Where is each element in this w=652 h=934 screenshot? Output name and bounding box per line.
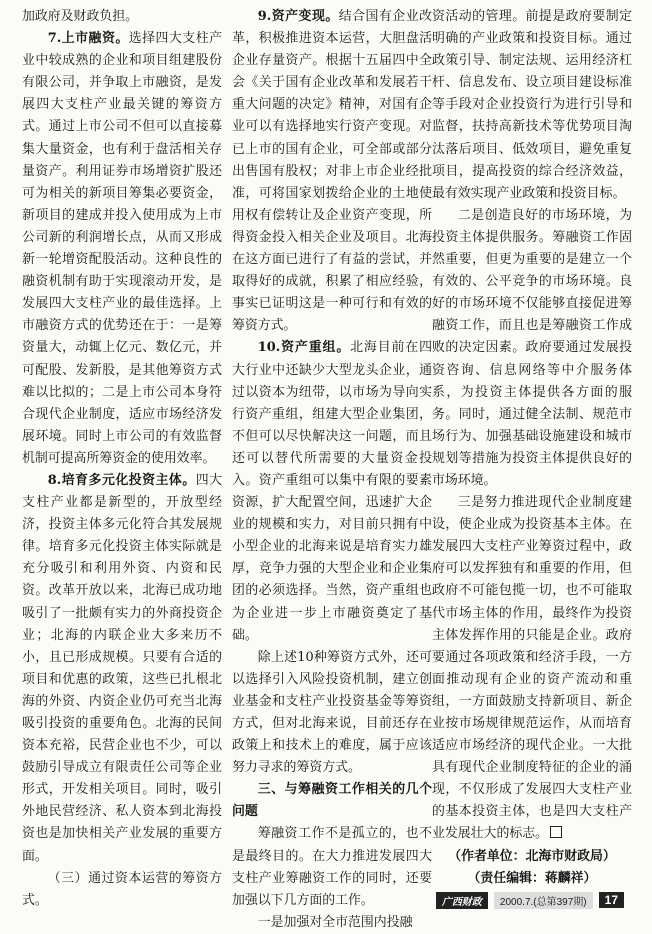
publication-name: 广西财政 [436, 892, 488, 909]
issue-info: 2000.7.(总第397期) [494, 892, 593, 909]
paragraph-asset-liquidation [232, 6, 432, 337]
paragraph-text: 四大支柱产业都是新型的，开放型经济，投资主体多元化符合其发展规律。培育多元化投资主体实际就是充分吸引和利用外资、内资和民资。改革开放以来，北海已成功地吸引了一批颇有实力的外商投资企业；北海的内联企业大多来历不小，且已形成规模。只要有合适的项目和优惠的政策，这些已扎根北海的外资、内资企业仍可充当北海吸引投资的重要角色。北海的民间资本充裕，民营企业也不少，可以鼓励引导成立有限责任公司等企业形式，开发相关项目。同时，吸引外地民营经济、私人资本到北海投资也是加快相关产业发展的重要方面。 [22, 472, 222, 864]
section-heading: 9.资产变现。 [257, 9, 339, 24]
page-footer [436, 891, 624, 909]
paragraph-issues-intro: 筹融资工作不是孤立的，也不是最终目的。在大力推进发展四大支柱产业筹融资工作的同时，还要加强以下几方面的工作。 [232, 826, 432, 908]
editor-credit: （责任编辑：蒋麟祥） [467, 870, 597, 886]
text-column-left [22, 6, 222, 908]
page-number: 17 [599, 892, 624, 908]
section-heading: 7.上市融资。 [47, 31, 129, 47]
paragraph-first-point: 一是加强对全市范围内投融 [257, 914, 413, 930]
text-column-middle [232, 6, 432, 930]
paragraph-investment-subjects [22, 470, 222, 868]
paragraph-continued: 加政府及财政负担。 [22, 9, 139, 24]
paragraph-enterprise-system [432, 492, 632, 846]
section-heading: 10.资产重组。 [257, 340, 351, 356]
end-mark-icon [550, 826, 562, 838]
paragraph-market-environment: 二是创造良好的市场环境，为投资主体提供服务。筹融资工作固然重要，但更为重要的是建立一个有效的、公平竞争的市场环境。良好的市场环境不仅能够直接促进筹融资工作，而且也是筹融资工作成败的决定因素。政府要通过发展投资咨询、信息网络等中介服务体系，为投资主体提供各方面的服务。同时，通过健全法制、规范市场行为、加强基础设施建设和城市规划等措施为投资主体提供良好的市场环境。 [432, 207, 632, 488]
paragraph-text: 北海目前在四大行业中还缺少大型龙头企业，通过以资本为纽带，以市场为导向实行资产重组，组建大型企业集团，不但可以尽快解决这一问题，而且还可以替代所需要的大量资金投入。资产重组可以集中有限的要素资源，扩大配置空间，迅速扩大企业的规模和实力，对目前只拥有中小型企业的北海来说是培育实力雄厚，竞争力强的大型企业和企业集团的必须选择。当然，资产重组也为企业进一步上市融资奠定了基础。 [232, 340, 432, 643]
paragraph-management: 资活动的管理。前提是政府要制定明确的产业政策和投资目标。通过政策引导、制定法规、运用经济杠杆、信息发布、设立项目建设标准等手段对企业投资行为进行引导和监督，扶持高新技术等优势项目淘汰落后项目、低效项目，避免重复项目，提高投资的综合经济效益，最有效实现产业政策和投资目标。 [432, 9, 632, 201]
author-affiliation: （作者单位：北海市财政局） [448, 848, 616, 864]
section-heading-issues: 三、与筹融资工作相关的几个问题 [232, 782, 432, 820]
paragraph-other-methods: 除上述10种筹资方式外，还可以选择引入风险投资机制，建立创业基金和支柱产业投资基金等筹资方式，但对北海来说，目前还存在政策上和技术上的难度，属于应该努力寻求的筹资方式。 [232, 649, 432, 776]
paragraph-capital-operation: （三）通过资本运营的筹资方式。 [22, 870, 222, 908]
paragraph-listing-financing [22, 28, 222, 470]
paragraph-text: 选择四大支柱产业中较成熟的企业和项目组建股份有限公司，并争取上市融资，是发展四大支柱产业最关键的筹资方式。通过上市公司不但可以直接募集大量资金，也有利于盘活相关存量资产。利用证券市场增资扩股还可为相关的新项目筹集必要资金，新项目的建成并投入使用成为上市公司新的利润增长点，从而又形成新一轮增资配股活动。这种良性的融资机制有助于实现滚动开发，是发展四大支柱产业的最佳选择。上市融资方式的优势还在于：一是筹资量大，动辄上亿元、数亿元，并可配股、发新股，是其他筹资方式难以比拟的；二是上市公司本身符合现代企业制度，适应市场经济发展环境。同时上市公司的有效监督机制可提高所筹资金的使用效率。 [22, 31, 222, 466]
text-column-right [432, 6, 632, 886]
section-heading: 8.培育多元化投资主体。 [47, 472, 196, 488]
paragraph-text: 结合国有企业改革，积极推进资本运营，大胆盘活企业存量资产。根据十五届四中全会《关于国有企业改革和发展若干重大问题的决定》精神，对国有企业可以有选择地实行资产变现。对已上市的国有企业，可全部或部分出售国有股权；对非上市企业经批准，可将国家划拨给企业的土地使用权有偿转让及企业资产变现，所得资金投入相关企业及项目。北海在这方面已进行了有益的尝试，并取得好的成就，积累了相应经验，事实已证明这是一种可行和有效的筹资方式。 [232, 9, 432, 334]
paragraph-text: 三是努力推进现代企业制度建设，使企业成为投资基本主体。在发展四大支柱产业筹资过程中，政府可以发挥独有和重要的作用，但政府不可能包揽一切，也不可能取代市场主体的作用，最终作为投资主体发挥作用的只能是企业。政府要通过各项政策和经济手段，一方面推动现有企业的资产流动和重组，一方面鼓励支持新项目、新企业按市场规律规范运作，从而培育适应市场经济的现代企业。一大批具有现代企业制度特征的企业的涌现，不仅形成了发展四大支柱产业的基本投资主体，也是四大支柱产业发展壮大的标志。 [432, 495, 632, 842]
paragraph-asset-restructuring [232, 337, 432, 646]
